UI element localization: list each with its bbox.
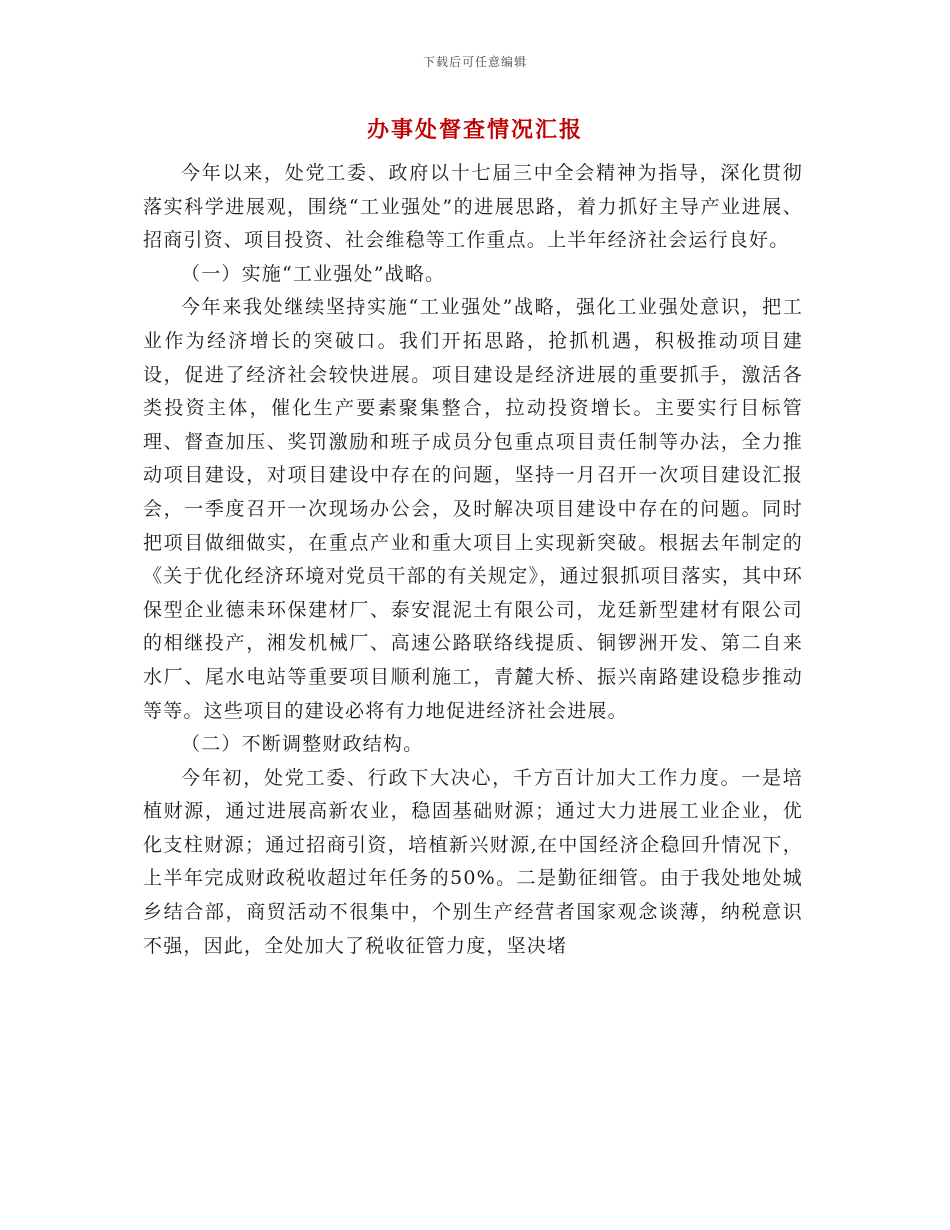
section-heading-2: （二）不断调整财政结构。 <box>181 733 424 756</box>
document-title: 办事处督查情况汇报 <box>366 117 583 143</box>
paragraph-section-2: 今年初，处党工委、行政下大决心，千方百计加大工作力度。一是培植财源，通过进展高新农业，稳固基础财源；通过大力进展工业企业，优化支柱财源；通过招商引资，培植新兴财源,在中国经济企稳回升情况下，上半年完成财政税收超过年任务的50%。二是勤征细管。由于我处地处城乡结合部，商贸活动不很集中，个别生产经营者国家观念谈薄，纳税意识不强，因此，全处加大了税收征管力度，坚决堵 <box>143 766 803 957</box>
section-heading-1: （一）实施“工业强处”战略。 <box>181 262 446 285</box>
page-header-note: 下载后可任意编辑 <box>422 55 527 69</box>
paragraph-intro: 今年以来，处党工委、政府以十七届三中全会精神为指导，深化贯彻落实科学进展观，围绕“工业强处”的进展思路，着力抓好主导产业进展、招商引资、项目投资、社会维稳等工作重点。上半年经济社会运行良好。 <box>143 162 803 252</box>
document-body <box>143 157 803 963</box>
paragraph-section-1: 今年来我处继续坚持实施“工业强处”战略，强化工业强处意识，把工业作为经济增长的突破口。我们开拓思路，抢抓机遇，积极推动项目建设，促进了经济社会较快进展。项目建设是经济进展的重要抓手，激活各类投资主体，催化生产要素聚集整合，拉动投资增长。主要实行目标管理、督查加压、奖罚激励和班子成员分包重点项目责任制等办法，全力推动项目建设，对项目建设中存在的问题，坚持一月召开一次项目建设汇报会，一季度召开一次现场办公会，及时解决项目建设中存在的问题。同时把项目做细做实，在重点产业和重大项目上实现新突破。根据去年制定的《关于优化经济环境对党员干部的有关规定》，通过狠抓项目落实，其中环保型企业德耒环保建材厂、泰安混泥土有限公司，龙廷新型建材有限公司的相继投产，湘发机械厂、高速公路联络线提质、铜锣洲开发、第二自来水厂、尾水电站等重要项目顺利施工，青麓大桥、振兴南路建设稳步推动等等。这些项目的建设必将有力地促进经济社会进展。 <box>143 296 803 722</box>
